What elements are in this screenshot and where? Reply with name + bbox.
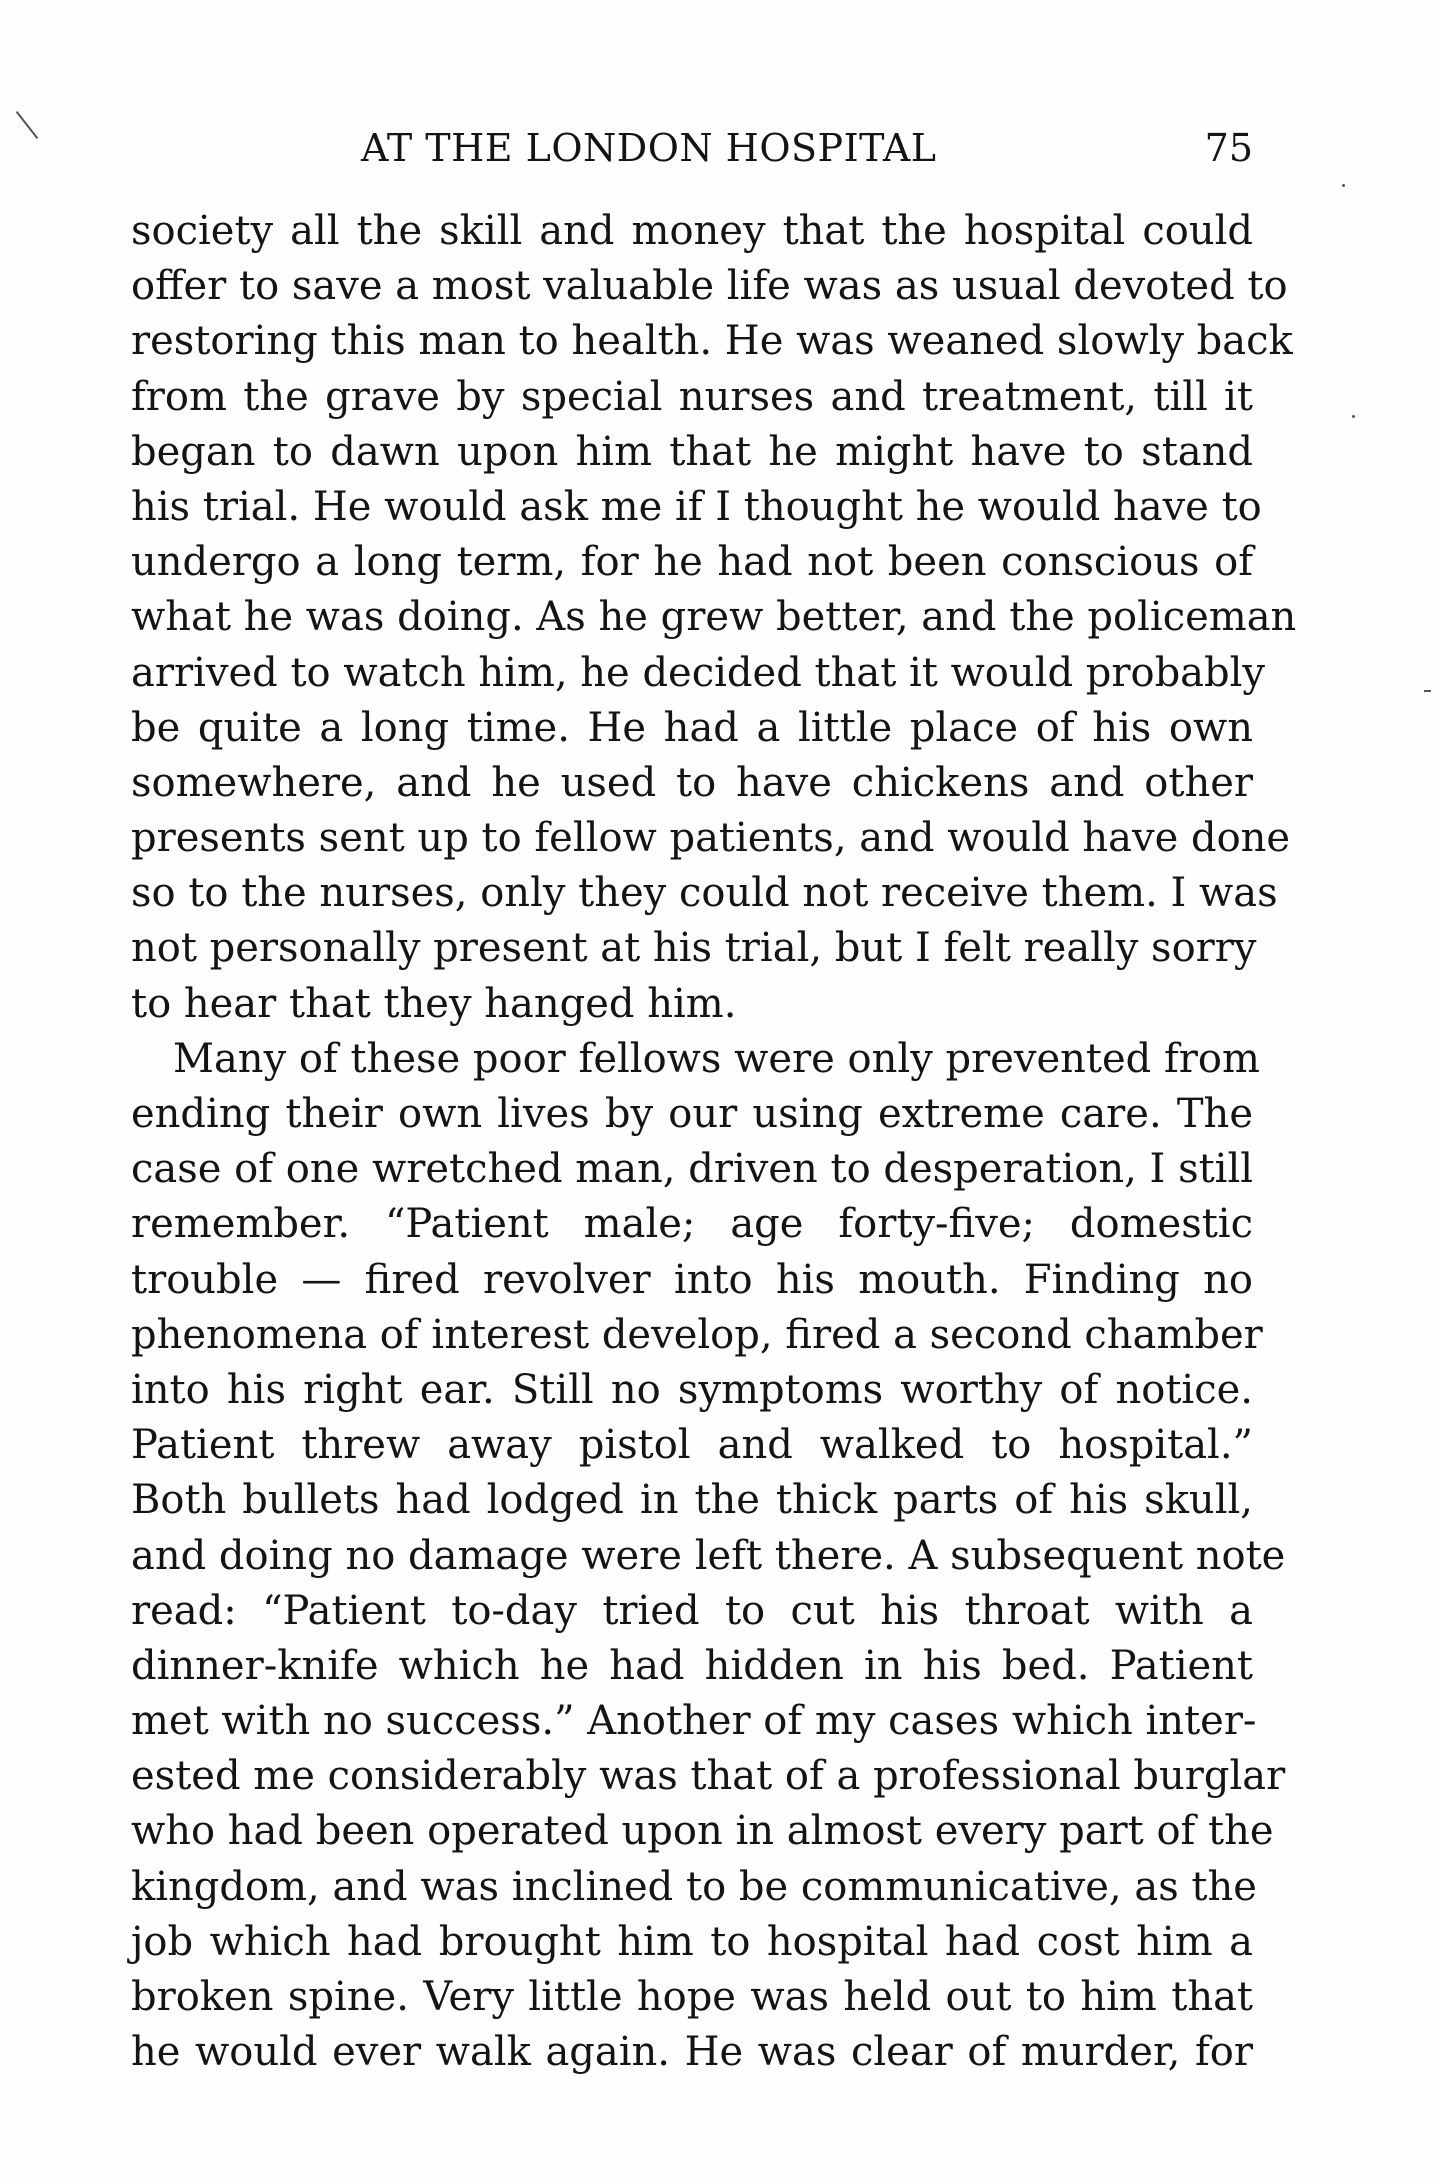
paragraph-end-line: to hear that they hanged him. [131, 980, 737, 1027]
running-title: AT THE LONDON HOSPITAL [361, 126, 937, 170]
text-line: broken spine. Very little hope was held out to him that [131, 1974, 1253, 2020]
text-line: arrived to watch him, he decided that it would probably [131, 649, 1266, 696]
scan-speck [1352, 415, 1355, 418]
text-line: and doing no damage were left there. A subsequent note [131, 1532, 1286, 1579]
text-line: dinner-knife which he had hidden in his bed. Patient [131, 1642, 1253, 1689]
text-line: Patient threw away pistol and walked to hospital.” [131, 1422, 1253, 1469]
text-line: began to dawn upon him that he might have to stand [131, 428, 1253, 475]
text-line: trouble — fired revolver into his mouth. Finding no [131, 1256, 1253, 1303]
text-line: be quite a long time. He had a little place of his own [131, 704, 1253, 751]
text-line: what he was doing. As he grew better, and the policeman [131, 594, 1297, 641]
running-head [131, 118, 1253, 178]
text-line: remember. “Patient male; age forty-five; domestic [131, 1201, 1253, 1248]
text-line: kingdom, and was inclined to be communicative, as the [131, 1863, 1257, 1910]
text-line: presents sent up to fellow patients, and would have done [131, 815, 1291, 862]
text-line: ending their own lives by our using extreme care. The [131, 1091, 1253, 1137]
text-line: so to the nurses, only they could not receive them. I was [131, 870, 1278, 917]
text-line: who had been operated upon in almost every part of the [131, 1808, 1274, 1855]
text-line: restoring this man to health. He was weaned slowly back [131, 318, 1293, 365]
text-line: he would ever walk again. He was clear of murder, for [131, 2029, 1253, 2076]
text-line: from the grave by special nurses and treatment, till it [131, 373, 1253, 420]
scan-speck [1342, 184, 1345, 187]
scan-mark [1424, 690, 1431, 692]
paragraph-start-line: Many of these poor fellows were only prevented from [173, 1035, 1260, 1082]
text-line: case of one wretched man, driven to desperation, I still [131, 1146, 1254, 1193]
scan-mark [16, 111, 39, 139]
text-line: ested me considerably was that of a professional burglar [131, 1753, 1286, 1800]
text-line: society all the skill and money that the hospital could [131, 208, 1253, 254]
text-line: offer to save a most valuable life was as usual devoted to [131, 263, 1288, 310]
text-line: not personally present at his trial, but I felt really sorry [131, 925, 1257, 972]
text-line: read: “Patient to-day tried to cut his throat with a [131, 1587, 1253, 1634]
text-line: into his right ear. Still no symptoms worthy of notice. [131, 1366, 1253, 1413]
text-line: phenomena of interest develop, fired a second chamber [131, 1311, 1263, 1358]
body-text [131, 204, 1297, 2080]
text-line: somewhere, and he used to have chickens and other [131, 759, 1253, 806]
text-line: his trial. He would ask me if I thought he would have to [131, 483, 1262, 530]
text-line: met with no success.” Another of my cases which inter- [131, 1698, 1257, 1745]
text-line: job which had brought him to hospital had cost him a [131, 1918, 1253, 1965]
text-line: Both bullets had lodged in the thick parts of his skull, [131, 1477, 1253, 1524]
text-line: undergo a long term, for he had not been conscious of [131, 539, 1253, 586]
page-number: 75 [1204, 126, 1253, 170]
